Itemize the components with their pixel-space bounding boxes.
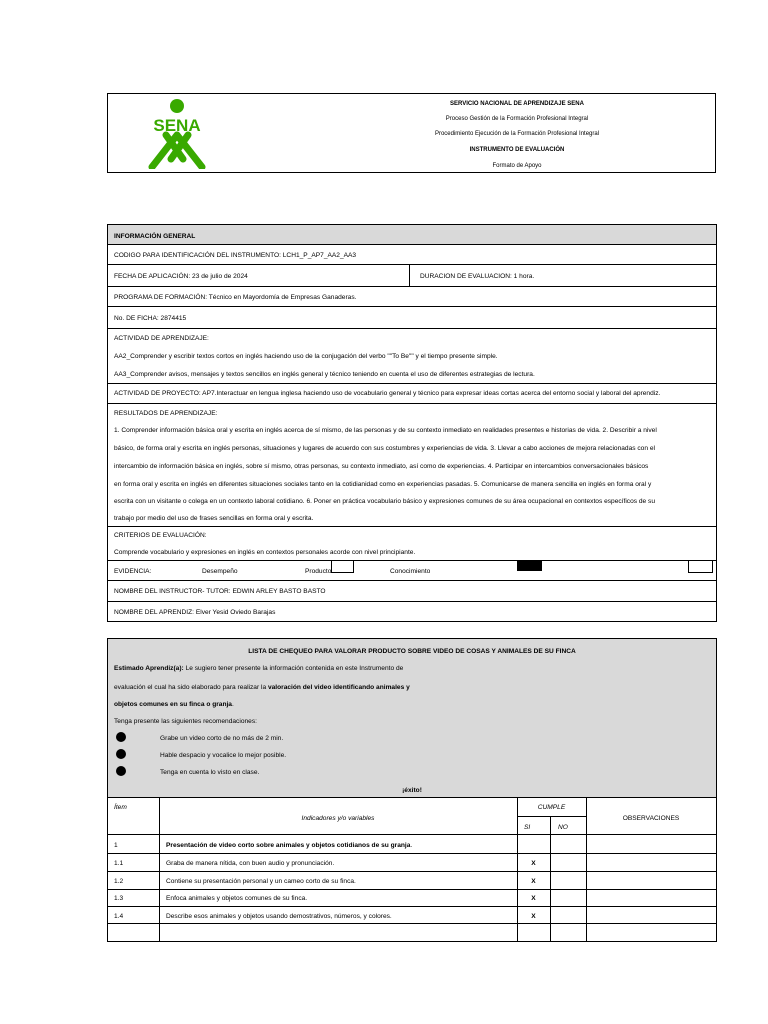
resultados-line: en forma oral y escrita en inglés en diferentes situaciones sociales tanto en la cotidianidad como en experiencias pasadas. 5. Comunicarse de manera sencilla en inglés en forma oral y	[114, 481, 652, 488]
resultados-line: trabajo por medio del uso de frases sencillas en forma oral y escrita.	[114, 515, 314, 522]
row-indicator: Enfoca animales y objetos comunes de su finca.	[166, 895, 308, 902]
row-indicator: Contiene su presentación personal y un cameo corto de su finca.	[166, 878, 356, 885]
ficha-text: No. DE FICHA: 2874415	[114, 315, 187, 322]
programa-row	[108, 287, 716, 307]
bullet-dot-icon	[116, 732, 126, 742]
row-item: 1.3	[114, 895, 124, 902]
header-line-1: SERVICIO NACIONAL DE APRENDIZAJE SENA	[450, 101, 584, 107]
exito-text: ¡éxito!	[402, 787, 422, 794]
row-si-mark[interactable]: X	[531, 895, 536, 902]
row-si-mark[interactable]: X	[531, 860, 536, 867]
proyecto-row	[108, 384, 716, 404]
header-line-4: INSTRUMENTO DE EVALUACIÓN	[469, 147, 565, 153]
row-si-mark[interactable]: X	[531, 878, 536, 885]
programa-text: PROGRAMA DE FORMACIÓN: Técnico en Mayordomía de Empresas Ganaderas.	[114, 294, 357, 301]
col-cumple-header: CUMPLE	[537, 804, 566, 811]
header-text-block	[107, 93, 716, 173]
intro-line-3	[114, 702, 234, 709]
info-table	[107, 224, 717, 622]
info-title: INFORMACIÓN GENERAL	[114, 233, 196, 240]
resultados-line: básico, de forma oral y escrita en inglés personas, situaciones y lugares de acuerdo con sus costumbres y experiencias de vida. 3. Llevar a cabo acciones de mejora relacionadas con el	[114, 445, 655, 452]
resultados-row	[108, 404, 716, 527]
intro-line2-b: valoración del video identificando animales y	[267, 684, 410, 691]
col-indicadores-header: Indicadores y/o variables	[301, 815, 375, 822]
row-item: 1.4	[114, 913, 124, 920]
resultados-label: RESULTADOS DE APRENDIZAJE:	[114, 410, 218, 417]
header-line-3: Procedimiento Ejecución de la Formación Profesional Integral	[434, 131, 600, 137]
row-indicator-text: Presentación de video corto sobre animales y objetos cotidianos de su granja	[166, 842, 411, 849]
codigo-row	[108, 245, 716, 265]
sena-logo-text: SENA	[153, 116, 201, 135]
col-no-header: NO	[558, 824, 568, 831]
col-si-header: SI	[524, 824, 531, 831]
criterios-row	[108, 527, 716, 561]
duracion-text: DURACION DE EVALUACION: 1 hora.	[420, 273, 535, 280]
producto-checkbox[interactable]	[331, 560, 354, 573]
row-indicator-suffix: .	[410, 842, 413, 849]
criterios-text: Comprende vocabulario y expresiones en inglés en contextos personales acorde con nivel principiante.	[114, 549, 416, 556]
resultados-line: 1. Comprender información básica oral y escrita en inglés acerca de sí mismo, de las personas y de su contexto inmediato en realidades presentes e historias de vida. 2. Describir a nivel	[114, 427, 657, 434]
row-si-mark[interactable]: X	[531, 913, 536, 920]
bullet-item: Hable despacio y vocalice lo mejor posible.	[160, 752, 287, 759]
actividad-label: ACTIVIDAD DE APRENDIZAJE:	[114, 335, 209, 342]
checklist-title: LISTA DE CHEQUEO PARA VALORAR PRODUCTO SOBRE VIDEO DE COSAS Y ANIMALES DE SU FINCA	[248, 648, 576, 655]
intro-rest: Le sugiero tener presente la información contenida en este Instrumento de	[183, 665, 404, 672]
recomendaciones: Tenga presente las siguientes recomendaciones:	[114, 718, 257, 725]
fecha-row	[108, 265, 716, 287]
evidencia-row	[108, 561, 716, 581]
aa2-text: AA2_Comprender y escribir textos cortos en inglés haciendo uso de la conjugación del verbo ""To Be"" y el tiempo presente simple.	[114, 353, 498, 360]
checklist-table	[107, 638, 717, 942]
col-item-header: Ítem	[114, 804, 127, 811]
row-item: 1.1	[114, 860, 124, 867]
intro-line2-a: evaluación el cual ha sido elaborado para realizar la	[114, 684, 268, 691]
intro-line-2	[114, 685, 410, 692]
evidencia-label: EVIDENCIA:	[114, 568, 152, 575]
evidencia-conocimiento: Conocimiento	[390, 568, 431, 575]
instructor-text: NOMBRE DEL INSTRUCTOR- TUTOR: EDWIN ARLEY BASTO BASTO	[114, 588, 326, 595]
aprendiz-text: NOMBRE DEL APRENDIZ: Elver Yesid Oviedo Barajas	[114, 609, 276, 616]
intro-line-1	[114, 666, 403, 673]
aa3-text: AA3_Comprender avisos, mensajes y textos sencillos en inglés general y técnico teniendo en cuenta el uso de diferentes estrategias de lectura.	[114, 371, 535, 378]
conocimiento-checkbox-filled[interactable]	[517, 561, 542, 571]
evidencia-desempeno: Desempeño	[202, 568, 238, 575]
bullet-dot-icon	[116, 766, 126, 776]
intro-bold: Estimado Aprendiz(a):	[114, 665, 184, 672]
fecha-text: FECHA DE APLICACIÓN: 23 de julio de 2024	[114, 273, 248, 280]
row-indicator: Describe esos animales y objetos usando demostrativos, números, y colores.	[166, 913, 392, 920]
bullet-dot-icon	[116, 749, 126, 759]
bullet-item: Grabe un video corto de no más de 2 min.	[160, 735, 284, 742]
intro-line3-b: objetos comunes en su finca o granja	[114, 701, 232, 708]
codigo-text: CODIGO PARA IDENTIFICACIÓN DEL INSTRUMENTO: LCH1_P_AP7_AA2_AA3	[114, 252, 357, 259]
row-item: 1	[114, 842, 118, 849]
criterios-label: CRITERIOS DE EVALUACIÓN:	[114, 532, 207, 539]
info-title-row	[108, 225, 716, 245]
row-indicator: Graba de manera nítida, con buen audio y pronunciación.	[166, 860, 335, 867]
evidencia-producto: Producto	[305, 568, 332, 575]
row-item: 1.2	[114, 878, 124, 885]
extra-checkbox[interactable]	[688, 560, 713, 573]
resultados-line: intercambio de información básica en inglés, sobre sí mismo, otras personas, su contexto inmediato, así como de experiencias. 4. Participar en intercambios conversacionales básicos	[114, 463, 649, 470]
aprendiz-row	[108, 602, 716, 623]
col-observaciones-header: OBSERVACIONES	[622, 815, 680, 822]
resultados-line: escrita con un visitante o colega en un contexto laboral cotidiano. 6. Poner en práctica vocabulario básico y expresiones comunes de su área ocupacional en contextos específicos de su	[114, 498, 656, 505]
instructor-row	[108, 581, 716, 602]
ficha-row	[108, 307, 716, 329]
actividad-row	[108, 329, 716, 384]
header-line-2: Proceso Gestión de la Formación Profesional Integral	[445, 116, 589, 122]
checklist-intro-section	[108, 639, 716, 798]
bullet-item: Tenga en cuenta lo visto en clase.	[160, 769, 260, 776]
row-indicator	[166, 843, 412, 850]
intro-line3-c: .	[231, 701, 234, 708]
proyecto-text: ACTIVIDAD DE PROYECTO: AP7.Interactuar en lengua inglesa haciendo uso de vocabulario general y técnico para expresar ideas cortas acerca del entorno social y laboral del aprendiz.	[114, 390, 661, 397]
header-line-5: Formato de Apoyo	[492, 163, 542, 169]
